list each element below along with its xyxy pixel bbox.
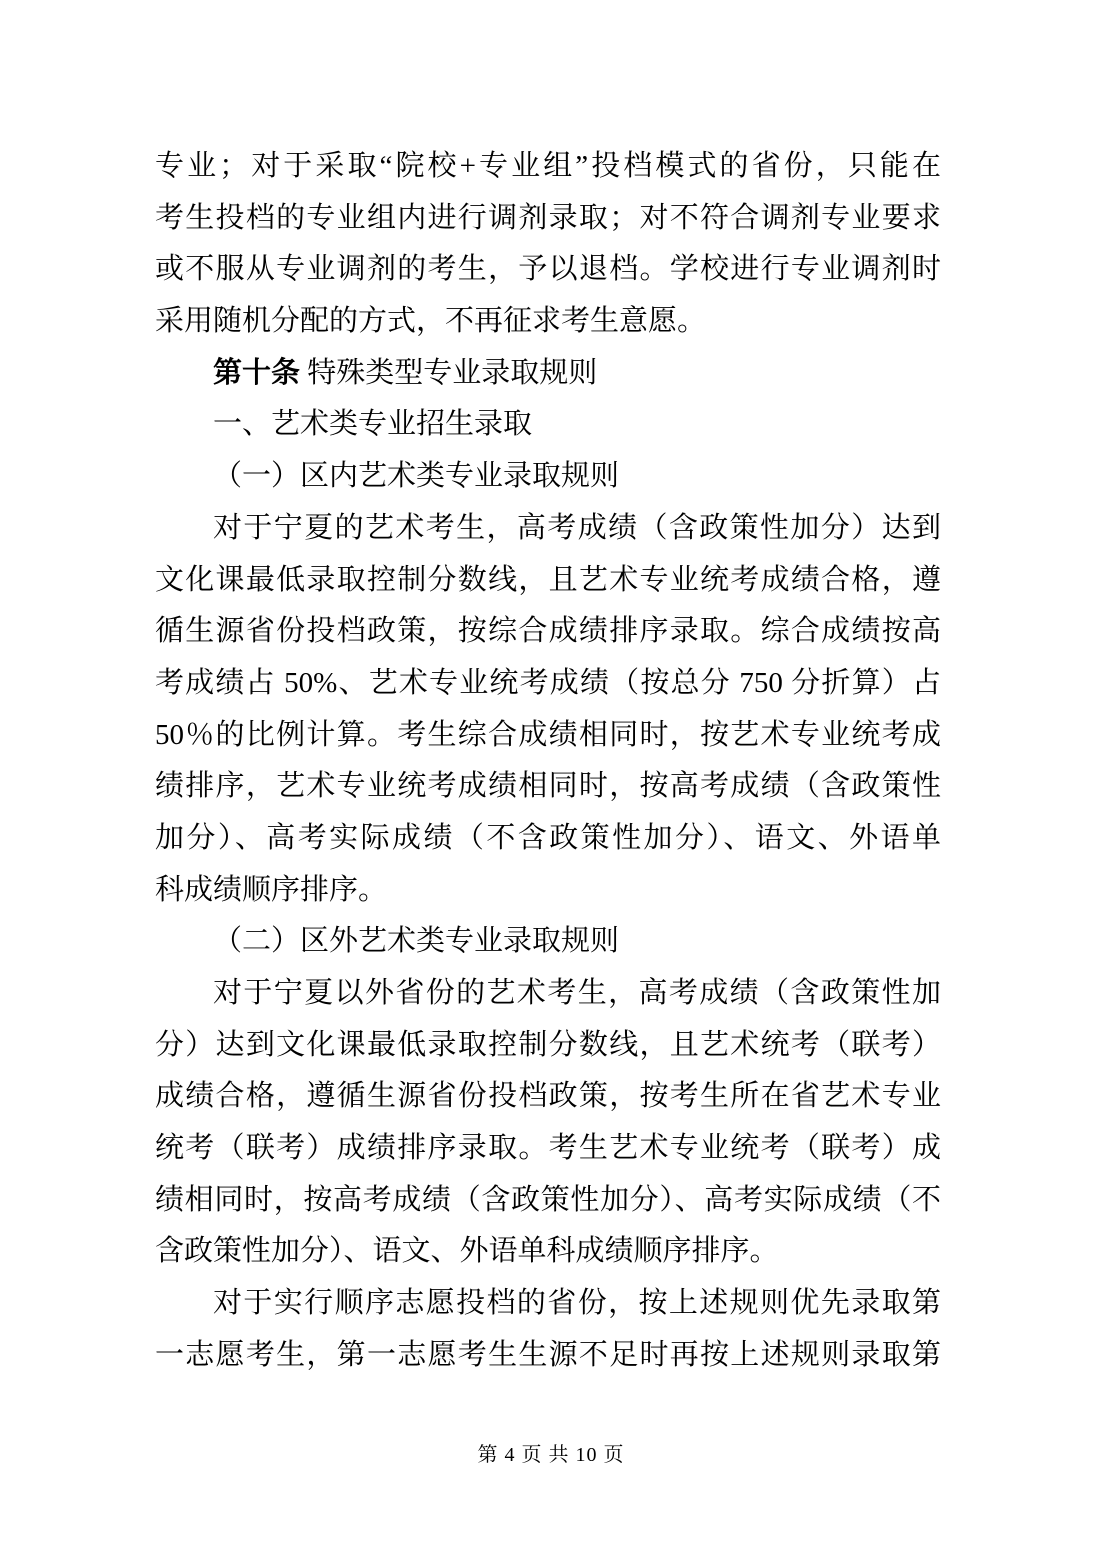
text-line [155,141,941,193]
line-text: 对于实行顺序志愿投档的省份，按上述规则优先录取第 [213,1287,941,1320]
line-text: 对于宁夏以外省份的艺术考生，高考成绩（含政策性加 [213,977,941,1009]
line-text: 一、艺术类专业招生录取 [213,408,533,441]
text-line [155,1175,941,1227]
text-line [155,1123,941,1175]
article-title: 特殊类型专业录取规则 [300,356,598,389]
page-number-label: 第 4 页 共 10 页 [477,1444,625,1466]
line-text: 科成绩顺序排序。 [155,873,388,906]
article-heading [155,348,941,400]
text-line [155,244,941,296]
line-text: 文化课最低录取控制分数线，且艺术专业统考成绩合格，遵 [155,563,941,596]
text-line [155,761,941,813]
line-text: 分）达到文化课最低录取控制分数线，且艺术统考（联考） [155,1028,941,1061]
line-text: 采用随机分配的方式，不再征求考生意愿。 [155,305,707,338]
line-text: （二）区外艺术类专业录取规则 [213,925,620,958]
article-number-bold: 第十条 [213,356,301,389]
line-text: 绩相同时，按高考成绩（含政策性加分）、高考实际成绩（不 [155,1183,941,1216]
text-line [155,865,941,917]
text-line [155,1330,941,1382]
text-line [155,193,941,245]
text-line [155,296,941,348]
text-line [155,555,941,607]
line-text: 绩排序，艺术专业统考成绩相同时，按高考成绩（含政策性 [155,770,941,803]
text-line [155,710,941,762]
line-text: 50％的比例计算。考生综合成绩相同时，按艺术专业统考成 [155,718,941,751]
section-heading [155,399,941,451]
subsection-heading [155,451,941,503]
text-line [155,606,941,658]
document-body [155,141,941,1382]
text-line [155,1071,941,1123]
text-line [155,658,941,710]
line-text: 考生投档的专业组内进行调剂录取；对不符合调剂专业要求 [155,201,941,234]
page-footer [0,1440,1102,1470]
line-text: 专业；对于采取“院校+专业组”投档模式的省份，只能在 [155,150,941,182]
line-text: 循生源省份投档政策，按综合成绩排序录取。综合成绩按高 [155,615,941,648]
text-line [155,1226,941,1278]
text-line [155,1020,941,1072]
line-text: 或不服从专业调剂的考生，予以退档。学校进行专业调剂时 [155,253,941,286]
line-text: 统考（联考）成绩排序录取。考生艺术专业统考（联考）成 [155,1132,941,1165]
line-text: （一）区内艺术类专业录取规则 [213,460,620,493]
text-line [155,813,941,865]
line-text: 成绩合格，遵循生源省份投档政策，按考生所在省艺术专业 [155,1080,941,1113]
subsection-heading [155,916,941,968]
line-text: 对于宁夏的艺术考生，高考成绩（含政策性加分）达到 [213,511,941,544]
text-line [155,1278,941,1330]
text-line [155,968,941,1020]
line-text: 含政策性加分）、语文、外语单科成绩顺序排序。 [155,1235,779,1268]
line-text: 加分）、高考实际成绩（不含政策性加分）、语文、外语单 [155,821,941,854]
line-text: 考成绩占 50%、艺术专业统考成绩（按总分 750 分折算）占 [155,666,941,699]
text-line [155,503,941,555]
line-text: 一志愿考生，第一志愿考生生源不足时再按上述规则录取第 [155,1338,941,1371]
